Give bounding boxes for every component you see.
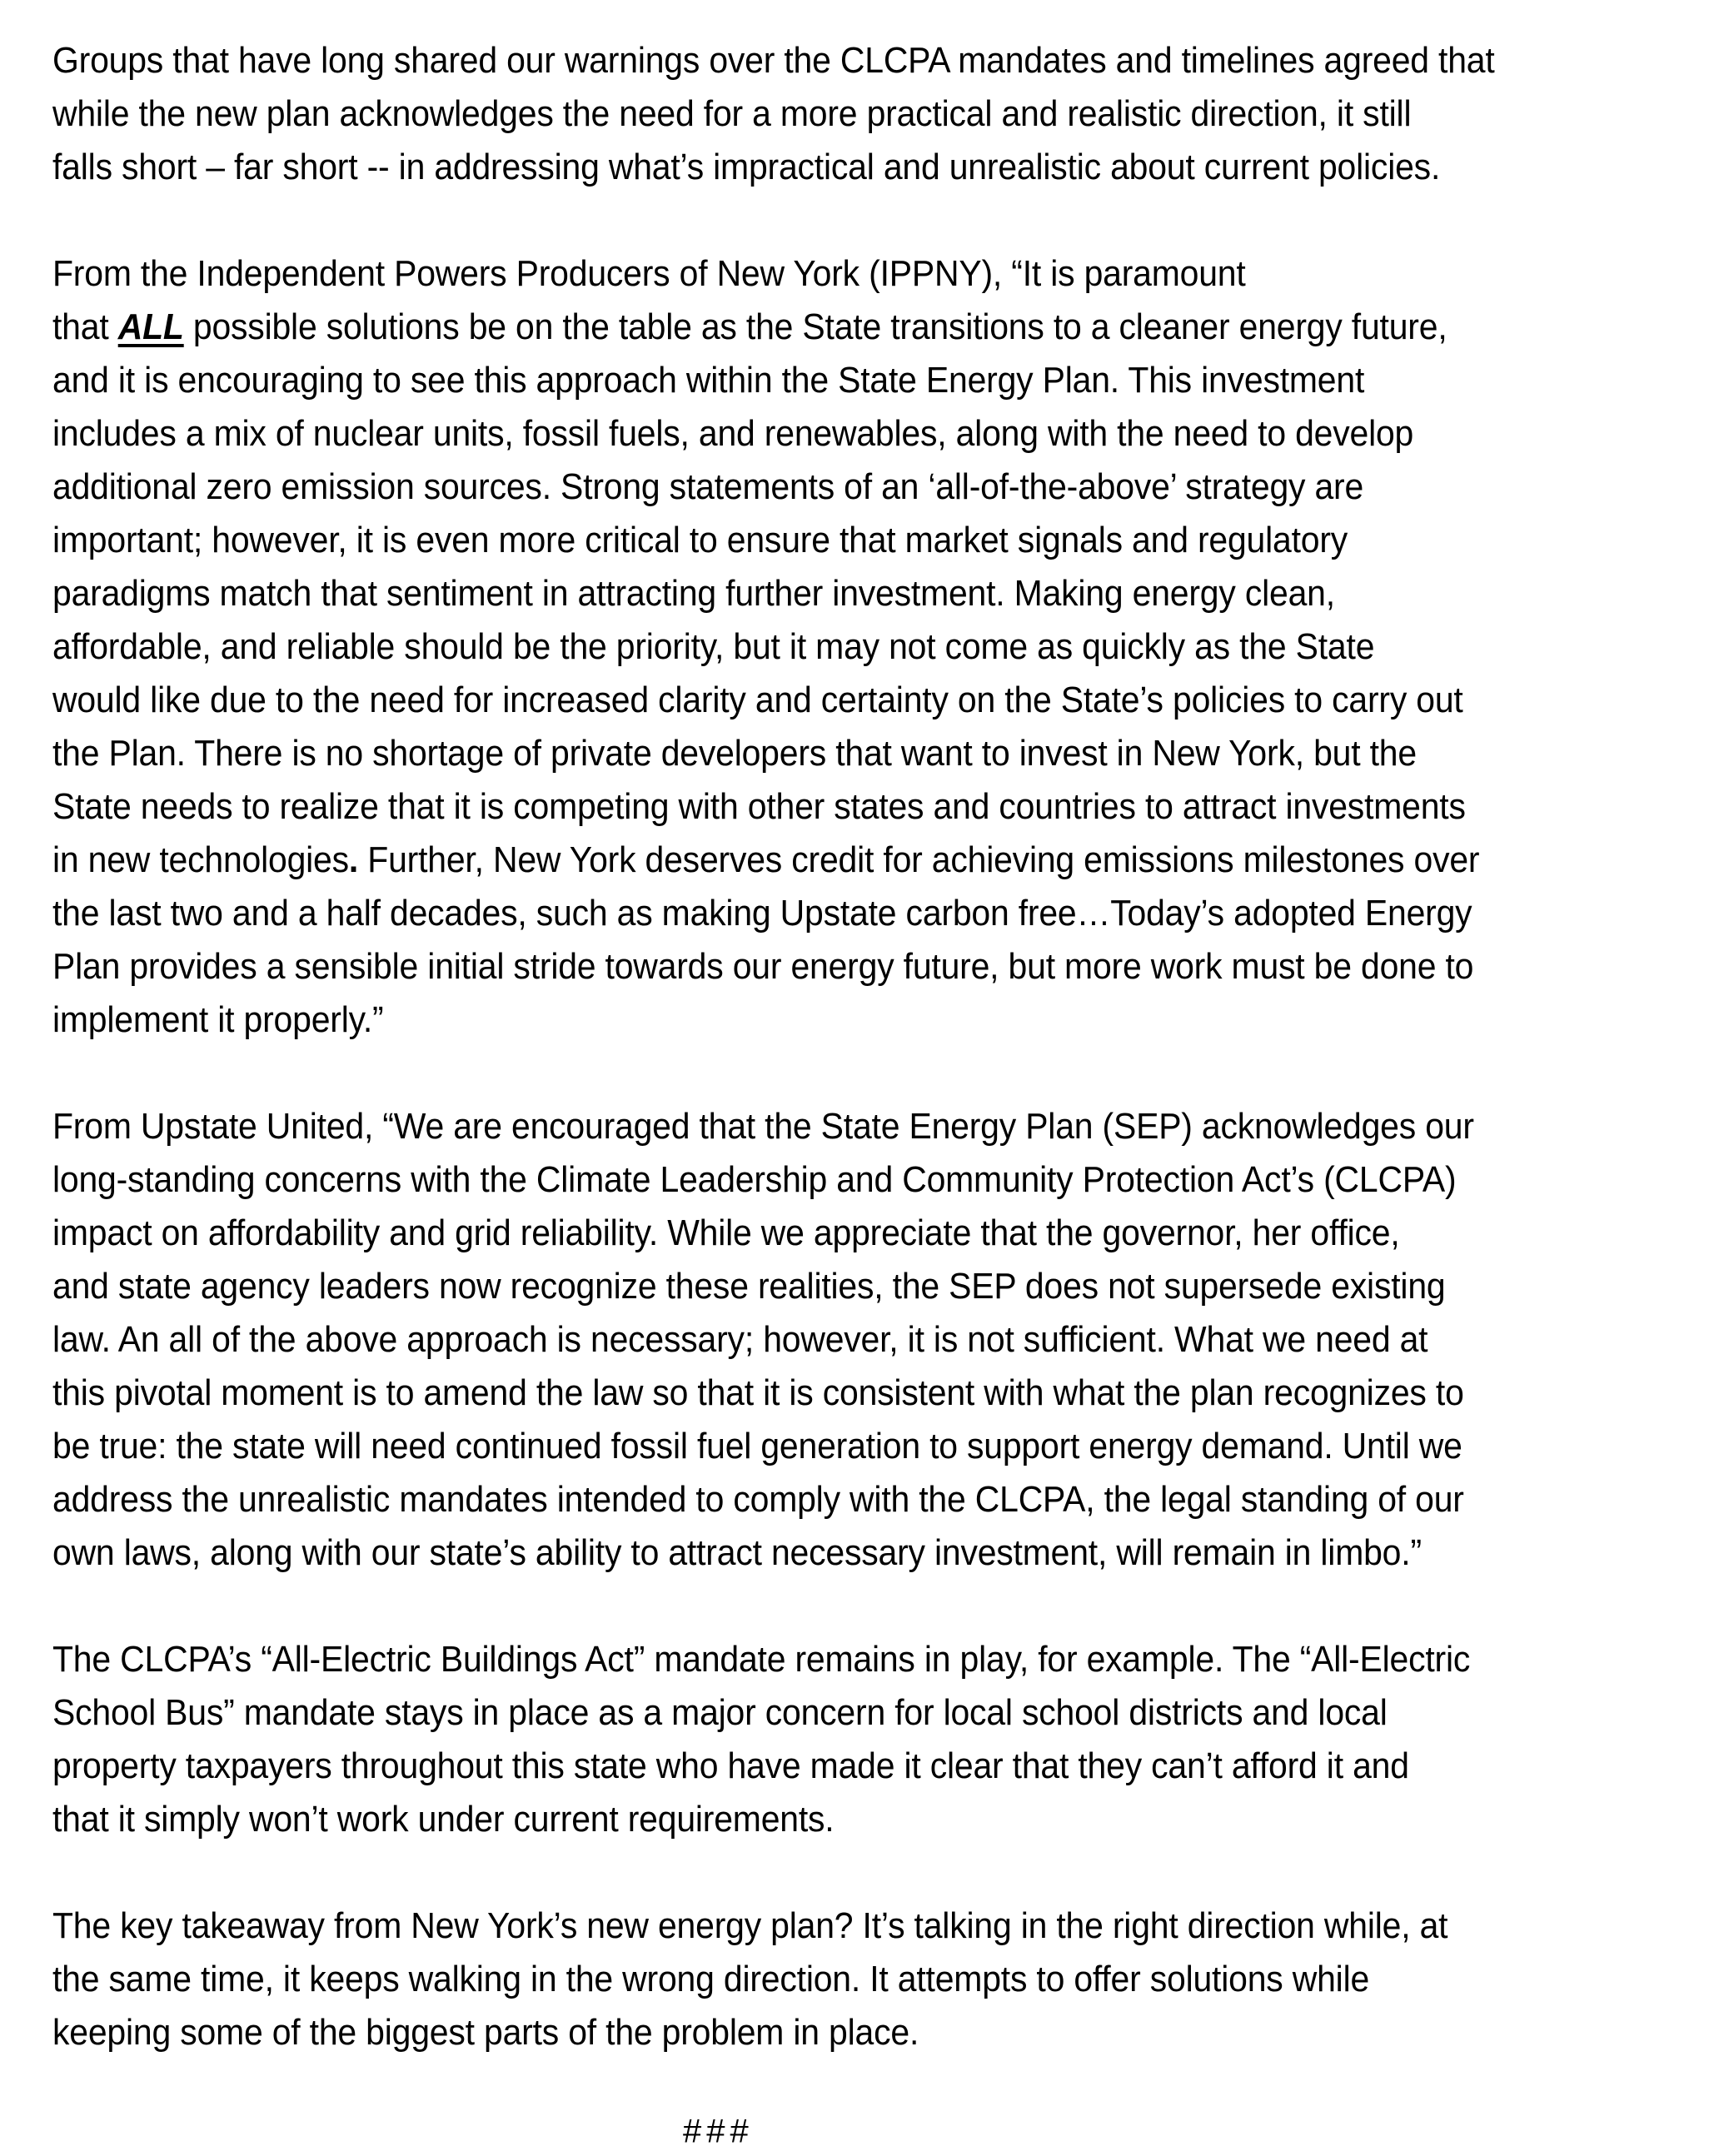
- text-line: law. An all of the above approach is necessary; however, it is not sufficient. What we need at: [52, 1319, 1428, 1360]
- text-segment: Further, New York deserves credit for achieving emissions milestones over: [358, 839, 1480, 880]
- text-line: keeping some of the biggest parts of the problem in place.: [52, 2012, 919, 2053]
- text-line: From the Independent Powers Producers of New York (IPPNY), “It is paramount: [52, 253, 1246, 294]
- emphasized-all: ALL: [117, 306, 184, 347]
- text-line: [52, 301, 1594, 354]
- text-line: Groups that have long shared our warnings over the CLCPA mandates and timelines agreed that: [52, 40, 1495, 81]
- text-segment: in new technologies: [52, 839, 349, 880]
- text-line: includes a mix of nuclear units, fossil fuels, and renewables, along with the need to develop: [52, 413, 1414, 454]
- text-line: long-standing concerns with the Climate Leadership and Community Protection Act’s (CLCPA): [52, 1159, 1457, 1200]
- text-line: State needs to realize that it is competing with other states and countries to attract investments: [52, 786, 1466, 827]
- text-line: falls short – far short -- in addressing what’s impractical and unrealistic about current policies.: [52, 147, 1441, 187]
- paragraph-intro: [52, 34, 1709, 194]
- text-line: and state agency leaders now recognize these realities, the SEP does not supersede existing: [52, 1266, 1446, 1307]
- text-line: the last two and a half decades, such as making Upstate carbon free…Today’s adopted Energy: [52, 893, 1472, 934]
- paragraph-takeaway: [52, 1900, 1709, 2059]
- text-line: Plan provides a sensible initial stride towards our energy future, but more work must be done to: [52, 946, 1474, 987]
- end-of-release-mark: ###: [683, 2113, 754, 2150]
- text-line: [52, 834, 1594, 887]
- text-line: implement it properly.”: [52, 999, 384, 1040]
- paragraph-ippny-quote: [52, 247, 1709, 1047]
- text-segment: possible solutions be on the table as the State transitions to a cleaner energy future,: [183, 306, 1447, 347]
- text-line: would like due to the need for increased clarity and certainty on the State’s policies to carry out: [52, 680, 1463, 720]
- text-line: impact on affordability and grid reliability. While we appreciate that the governor, her office,: [52, 1212, 1400, 1253]
- text-line: additional zero emission sources. Strong statements of an ‘all-of-the-above’ strategy are: [52, 466, 1364, 507]
- text-line: own laws, along with our state’s ability to attract necessary investment, will remain in limbo.”: [52, 1532, 1422, 1573]
- text-line: important; however, it is even more critical to ensure that market signals and regulatory: [52, 520, 1348, 560]
- text-line: and it is encouraging to see this approach within the State Energy Plan. This investment: [52, 360, 1365, 401]
- text-line: address the unrealistic mandates intended to comply with the CLCPA, the legal standing of our: [52, 1479, 1464, 1520]
- text-line: this pivotal moment is to amend the law so that it is consistent with what the plan recognizes to: [52, 1372, 1464, 1413]
- text-line: that it simply won’t work under current requirements.: [52, 1799, 835, 1840]
- text-line: The CLCPA’s “All-Electric Buildings Act” mandate remains in play, for example. The “All-Electric: [52, 1639, 1471, 1680]
- text-line: be true: the state will need continued fossil fuel generation to support energy demand. Until we: [52, 1426, 1462, 1466]
- text-line: The key takeaway from New York’s new energy plan? It’s talking in the right direction while, at: [52, 1905, 1448, 1946]
- text-line: paradigms match that sentiment in attracting further investment. Making energy clean,: [52, 573, 1335, 614]
- text-line: School Bus” mandate stays in place as a major concern for local school districts and local: [52, 1692, 1388, 1733]
- text-line: From Upstate United, “We are encouraged that the State Energy Plan (SEP) acknowledges our: [52, 1106, 1474, 1147]
- paragraph-mandates: [52, 1633, 1709, 1846]
- text-line: while the new plan acknowledges the need for a more practical and realistic direction, it still: [52, 93, 1412, 134]
- text-line: affordable, and reliable should be the priority, but it may not come as quickly as the State: [52, 626, 1375, 667]
- text-line: the same time, it keeps walking in the wrong direction. It attempts to offer solutions while: [52, 1959, 1370, 1999]
- text-segment: that: [52, 306, 118, 347]
- bold-period: .: [348, 839, 359, 880]
- paragraph-upstate-united-quote: [52, 1100, 1709, 1580]
- text-line: the Plan. There is no shortage of private developers that want to invest in New York, but the: [52, 733, 1417, 774]
- text-line: property taxpayers throughout this state who have made it clear that they can’t afford it and: [52, 1745, 1409, 1786]
